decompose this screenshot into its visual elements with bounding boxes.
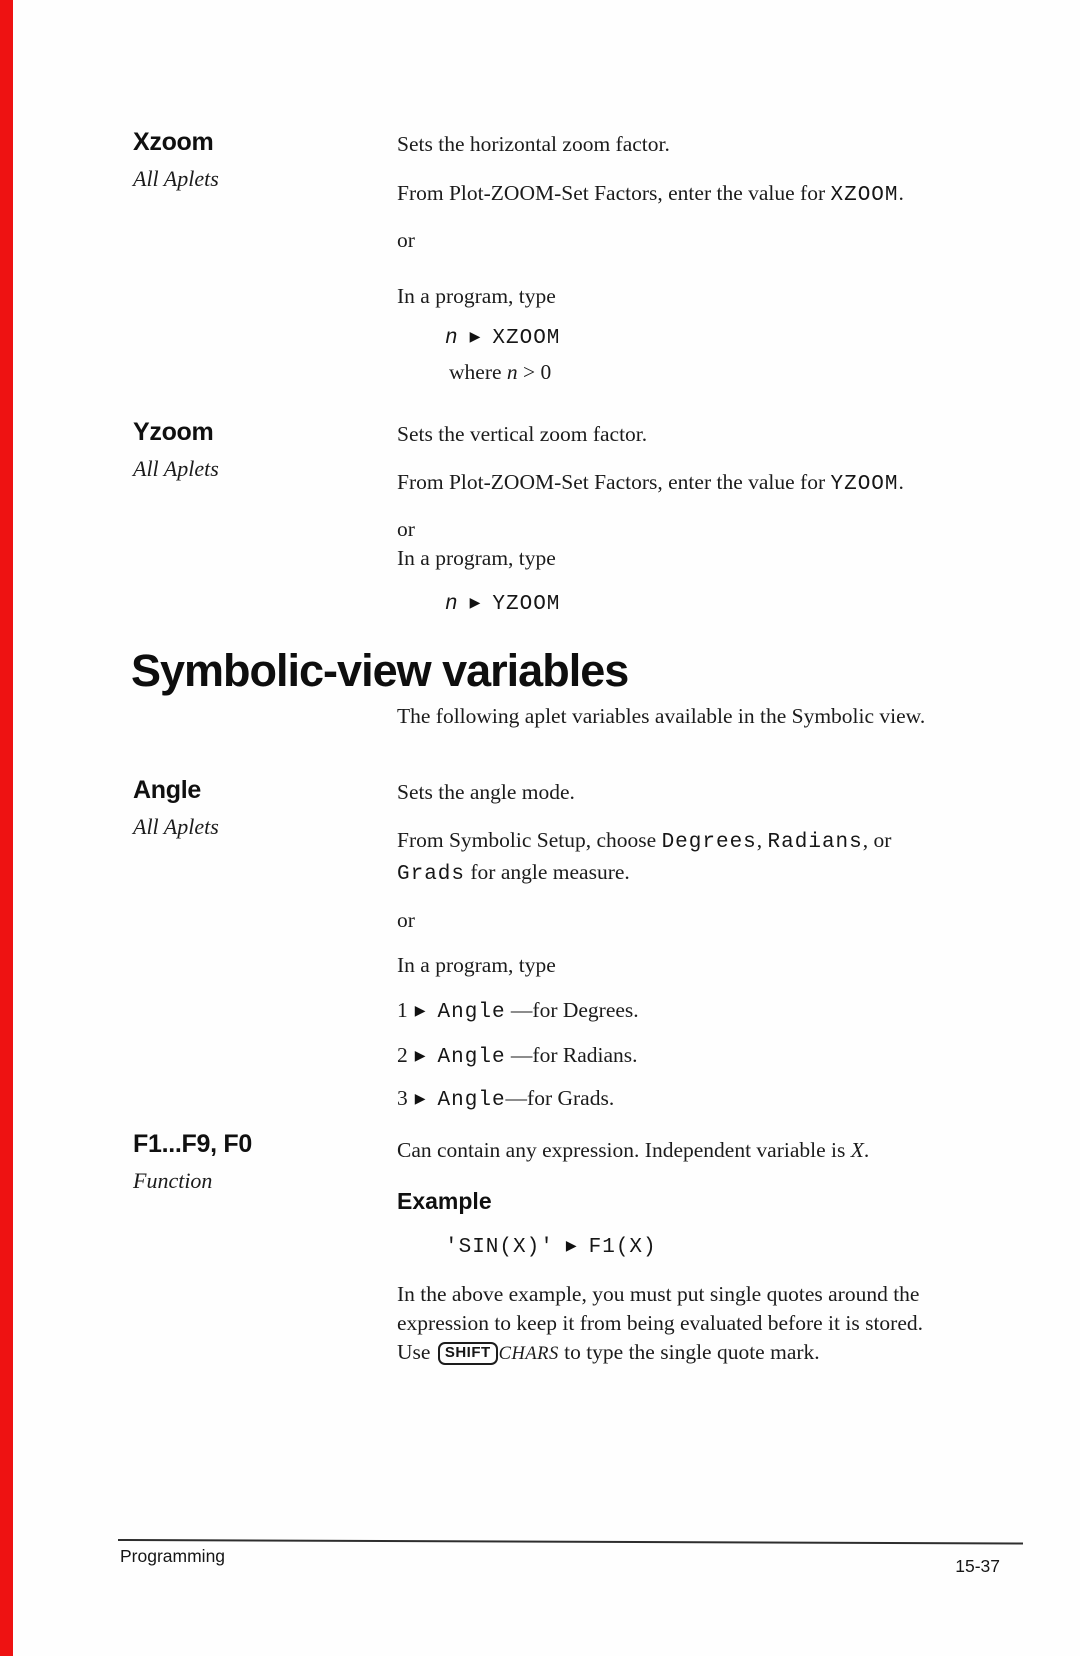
store-arrow-icon: ▶ <box>469 595 481 611</box>
yzoom-code-keyword: YZOOM <box>492 593 561 616</box>
xzoom-program-label: In a program, type <box>397 284 556 308</box>
xzoom-where-line <box>449 360 551 385</box>
yzoom-desc-line2-pre: From Plot-ZOOM-Set Factors, enter the value for <box>397 470 831 494</box>
angle-item-rest: —for Grads. <box>505 1086 615 1110</box>
functions-desc-post: . <box>863 1138 870 1162</box>
angle-setup-pre: From Symbolic Setup, choose <box>397 828 662 852</box>
store-arrow-icon: ▶ <box>565 1238 577 1254</box>
angle-option-degrees: Degrees <box>661 831 757 854</box>
xzoom-desc-line2-post: . <box>898 181 904 205</box>
yzoom-code-line <box>445 593 560 616</box>
xzoom-code-line <box>445 327 560 350</box>
example-code-left: 'SIN(X)' <box>445 1236 554 1259</box>
symbolic-view-heading: Symbolic-view variables <box>131 645 629 696</box>
yzoom-desc-line1: Sets the vertical zoom factor. <box>397 422 648 446</box>
footer-page-number: 15-37 <box>955 1556 1000 1576</box>
angle-setup-sep1: , <box>756 828 768 852</box>
angle-heading: Angle <box>133 776 201 804</box>
xzoom-desc-line2 <box>397 181 904 207</box>
angle-item-num: 3 <box>397 1086 408 1110</box>
angle-setup-line2-post: for angle measure. <box>465 860 630 884</box>
where-post: > 0 <box>517 360 552 384</box>
yzoom-program-label: In a program, type <box>397 546 556 570</box>
functions-scope-label: Function <box>133 1168 213 1193</box>
store-arrow-icon: ▶ <box>469 329 481 345</box>
functions-desc-var: X <box>850 1138 864 1162</box>
angle-scope-label: All Aplets <box>133 814 219 839</box>
angle-item-num: 1 <box>397 998 408 1022</box>
yzoom-desc-line2-post: . <box>898 470 904 494</box>
example-note-line3 <box>397 1340 820 1367</box>
xzoom-or-label: or <box>397 228 415 252</box>
xzoom-code-keyword: XZOOM <box>492 327 561 350</box>
angle-option-grads: Grads <box>397 863 466 886</box>
angle-or-label: or <box>397 908 415 932</box>
note-use-post: to type the single quote mark. <box>558 1340 820 1364</box>
angle-setup-sep2: , or <box>862 828 892 852</box>
xzoom-desc-line1: Sets the horizontal zoom factor. <box>397 132 670 156</box>
angle-desc-line1: Sets the angle mode. <box>397 780 575 804</box>
angle-item-code: Angle <box>437 1089 506 1112</box>
functions-desc-pre: Can contain any expression. Independent variable is <box>397 1138 851 1162</box>
angle-item-rest: —for Degrees. <box>505 998 639 1022</box>
xzoom-desc-line2-pre: From Plot-ZOOM-Set Factors, enter the value for <box>397 181 831 205</box>
example-code-right: F1(X) <box>588 1236 657 1259</box>
angle-item-degrees <box>397 998 639 1024</box>
code-var-n: n <box>445 593 458 616</box>
symbolic-view-subtitle: The following aplet variables available in the Symbolic view. <box>397 704 926 728</box>
shift-key: SHIFT <box>438 1342 498 1365</box>
functions-heading: F1...F9, F0 <box>133 1130 252 1158</box>
yzoom-desc-line2 <box>397 470 904 496</box>
yzoom-or-label: or <box>397 517 415 541</box>
xzoom-keyword-inline: XZOOM <box>830 184 899 207</box>
where-var-n: n <box>506 360 518 384</box>
angle-setup-line2 <box>397 860 630 886</box>
yzoom-heading: Yzoom <box>133 418 214 446</box>
chars-label: CHARS <box>498 1344 559 1364</box>
scan-edge-strip <box>0 0 13 1656</box>
angle-item-code: Angle <box>437 1046 506 1069</box>
angle-item-code: Angle <box>437 1001 506 1024</box>
example-code-line <box>445 1236 657 1259</box>
angle-setup-line1 <box>397 828 891 854</box>
xzoom-scope-label: All Aplets <box>133 166 219 191</box>
functions-desc-line1 <box>397 1138 869 1163</box>
store-arrow-icon: ▶ <box>414 1003 426 1019</box>
example-note-line2: expression to keep it from being evaluated before it is stored. <box>397 1311 923 1335</box>
footer-rule <box>118 1539 1023 1544</box>
yzoom-scope-label: All Aplets <box>133 456 219 481</box>
angle-item-radians <box>397 1043 638 1069</box>
example-note-line1: In the above example, you must put single quotes around the <box>397 1282 920 1306</box>
yzoom-keyword-inline: YZOOM <box>830 473 899 496</box>
xzoom-heading: Xzoom <box>133 128 214 156</box>
code-var-n: n <box>445 327 458 350</box>
footer-section-label: Programming <box>120 1546 226 1566</box>
store-arrow-icon: ▶ <box>414 1048 426 1064</box>
where-pre: where <box>449 360 507 384</box>
example-heading: Example <box>397 1188 492 1214</box>
store-arrow-icon: ▶ <box>414 1091 426 1107</box>
angle-program-label: In a program, type <box>397 953 556 977</box>
angle-item-grads <box>397 1086 614 1112</box>
angle-item-num: 2 <box>397 1043 408 1067</box>
note-use-pre: Use <box>397 1340 436 1364</box>
angle-option-radians: Radians <box>767 831 863 854</box>
angle-item-rest: —for Radians. <box>505 1043 638 1067</box>
